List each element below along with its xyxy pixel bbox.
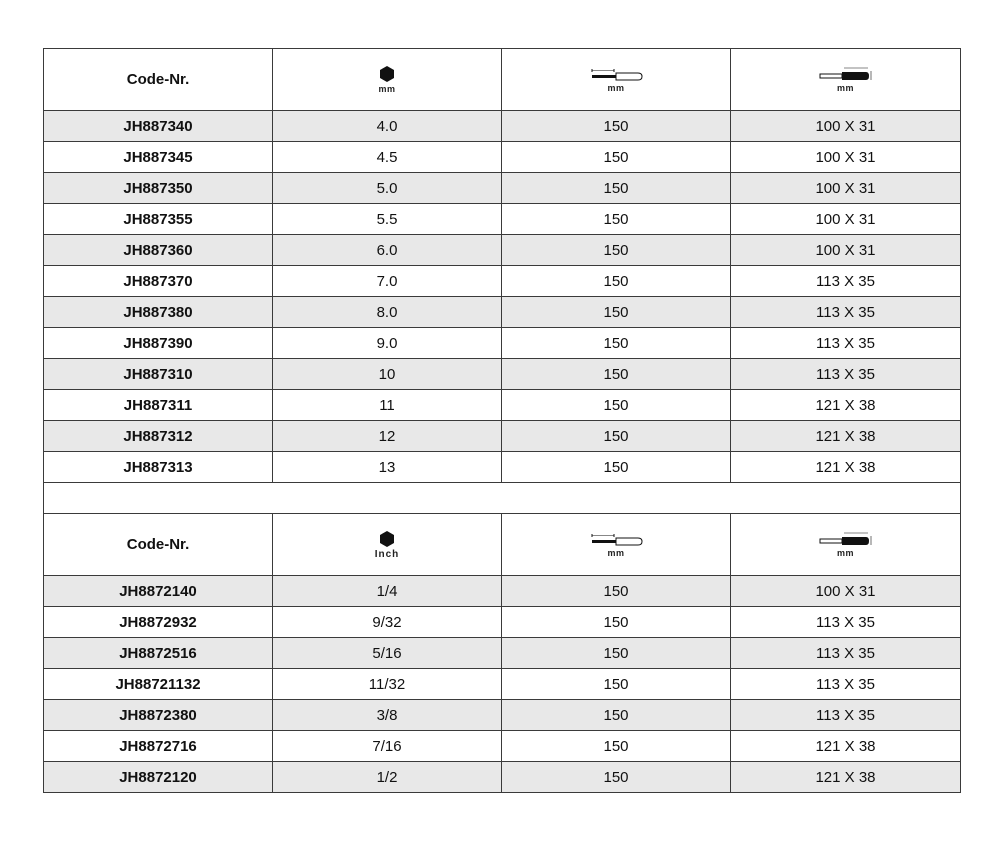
code-cell: JH887345 [44, 142, 273, 173]
handle-size-cell: 113 X 35 [731, 266, 961, 297]
code-column-header: Code-Nr. [44, 514, 273, 576]
blade-length-cell: 150 [502, 607, 731, 638]
blade-length-cell: 150 [502, 173, 731, 204]
handle-size-cell: 100 X 31 [731, 111, 961, 142]
code-cell: JH887310 [44, 359, 273, 390]
hex-size-cell: 11 [273, 390, 502, 421]
hex-size-cell: 6.0 [273, 235, 502, 266]
table-row [44, 700, 961, 731]
code-cell: JH8872716 [44, 731, 273, 762]
handle-unit-label: mm [836, 548, 854, 558]
table-row [44, 235, 961, 266]
hex-size-cell: 9.0 [273, 328, 502, 359]
code-cell: JH88721132 [44, 669, 273, 700]
hex-size-cell: 8.0 [273, 297, 502, 328]
table-row [44, 390, 961, 421]
blade-length-cell: 150 [502, 359, 731, 390]
blade-length-cell: 150 [502, 452, 731, 483]
hex-size-cell: 5.5 [273, 204, 502, 235]
code-cell: JH887370 [44, 266, 273, 297]
code-cell: JH8872516 [44, 638, 273, 669]
table-row [44, 607, 961, 638]
handle-size-cell: 113 X 35 [731, 669, 961, 700]
hex-size-cell: 7/16 [273, 731, 502, 762]
hex-size-cell: 5.0 [273, 173, 502, 204]
blade-length-column-header [502, 514, 731, 576]
handle-size-column-header [731, 49, 961, 111]
handle-size-cell: 113 X 35 [731, 297, 961, 328]
handle-size-cell: 121 X 38 [731, 390, 961, 421]
screwdriver-handle-size-icon [816, 66, 876, 82]
table-row [44, 204, 961, 235]
blade-length-cell: 150 [502, 111, 731, 142]
handle-size-cell: 100 X 31 [731, 142, 961, 173]
code-cell: JH8872380 [44, 700, 273, 731]
handle-size-cell: 113 X 35 [731, 607, 961, 638]
handle-size-cell: 100 X 31 [731, 173, 961, 204]
table-row [44, 731, 961, 762]
screwdriver-blade-length-icon [588, 66, 644, 82]
hex-size-cell: 4.0 [273, 111, 502, 142]
handle-size-cell: 113 X 35 [731, 638, 961, 669]
table-row [44, 297, 961, 328]
code-cell: JH8872140 [44, 576, 273, 607]
blade-length-cell: 150 [502, 700, 731, 731]
table-row [44, 142, 961, 173]
handle-size-cell: 121 X 38 [731, 452, 961, 483]
handle-size-cell: 100 X 31 [731, 204, 961, 235]
table-row [44, 762, 961, 793]
blade-length-column-header [502, 49, 731, 111]
table-row [44, 266, 961, 297]
blade-length-cell: 150 [502, 204, 731, 235]
header-row [44, 514, 961, 576]
hex-size-cell: 1/4 [273, 576, 502, 607]
code-cell: JH887313 [44, 452, 273, 483]
blade-length-cell: 150 [502, 390, 731, 421]
table-row [44, 421, 961, 452]
table-row [44, 328, 961, 359]
handle-size-cell: 121 X 38 [731, 762, 961, 793]
hex-unit-label: mm [378, 84, 396, 94]
handle-size-cell: 113 X 35 [731, 700, 961, 731]
blade-length-cell: 150 [502, 235, 731, 266]
hex-size-cell: 11/32 [273, 669, 502, 700]
spacer-row [44, 483, 961, 514]
hex-size-column-header [273, 49, 502, 111]
code-cell: JH887311 [44, 390, 273, 421]
table-row [44, 359, 961, 390]
hex-size-cell: 4.5 [273, 142, 502, 173]
handle-size-cell: 121 X 38 [731, 421, 961, 452]
blade-length-cell: 150 [502, 421, 731, 452]
hex-size-column-header [273, 514, 502, 576]
handle-size-cell: 100 X 31 [731, 235, 961, 266]
blade-unit-label: mm [607, 83, 625, 93]
code-cell: JH887350 [44, 173, 273, 204]
handle-size-cell: 113 X 35 [731, 328, 961, 359]
header-row [44, 49, 961, 111]
blade-length-cell: 150 [502, 731, 731, 762]
hex-size-cell: 9/32 [273, 607, 502, 638]
spacer-cell [44, 483, 961, 514]
handle-unit-label: mm [836, 83, 854, 93]
handle-size-cell: 121 X 38 [731, 731, 961, 762]
blade-length-cell: 150 [502, 576, 731, 607]
blade-length-cell: 150 [502, 669, 731, 700]
blade-length-cell: 150 [502, 297, 731, 328]
table-row [44, 576, 961, 607]
blade-length-cell: 150 [502, 266, 731, 297]
hex-unit-label: Inch [374, 548, 400, 560]
code-cell: JH8872120 [44, 762, 273, 793]
hex-size-cell: 3/8 [273, 700, 502, 731]
table-row [44, 111, 961, 142]
hex-size-cell: 13 [273, 452, 502, 483]
hex-size-cell: 12 [273, 421, 502, 452]
code-cell: JH887390 [44, 328, 273, 359]
blade-length-cell: 150 [502, 328, 731, 359]
code-cell: JH887312 [44, 421, 273, 452]
hexagon-icon [378, 530, 396, 548]
handle-size-cell: 100 X 31 [731, 576, 961, 607]
spec-table [43, 48, 961, 793]
code-cell: JH8872932 [44, 607, 273, 638]
code-column-header: Code-Nr. [44, 49, 273, 111]
code-cell: JH887360 [44, 235, 273, 266]
hexagon-icon [378, 65, 396, 83]
hex-size-cell: 10 [273, 359, 502, 390]
blade-length-cell: 150 [502, 142, 731, 173]
code-cell: JH887380 [44, 297, 273, 328]
code-cell: JH887355 [44, 204, 273, 235]
screwdriver-blade-length-icon [588, 531, 644, 547]
hex-size-cell: 5/16 [273, 638, 502, 669]
code-cell: JH887340 [44, 111, 273, 142]
table-row [44, 173, 961, 204]
blade-unit-label: mm [607, 548, 625, 558]
blade-length-cell: 150 [502, 762, 731, 793]
screwdriver-handle-size-icon [816, 531, 876, 547]
hex-size-cell: 1/2 [273, 762, 502, 793]
handle-size-cell: 113 X 35 [731, 359, 961, 390]
table-row [44, 452, 961, 483]
table-row [44, 669, 961, 700]
hex-size-cell: 7.0 [273, 266, 502, 297]
blade-length-cell: 150 [502, 638, 731, 669]
table-row [44, 638, 961, 669]
handle-size-column-header [731, 514, 961, 576]
